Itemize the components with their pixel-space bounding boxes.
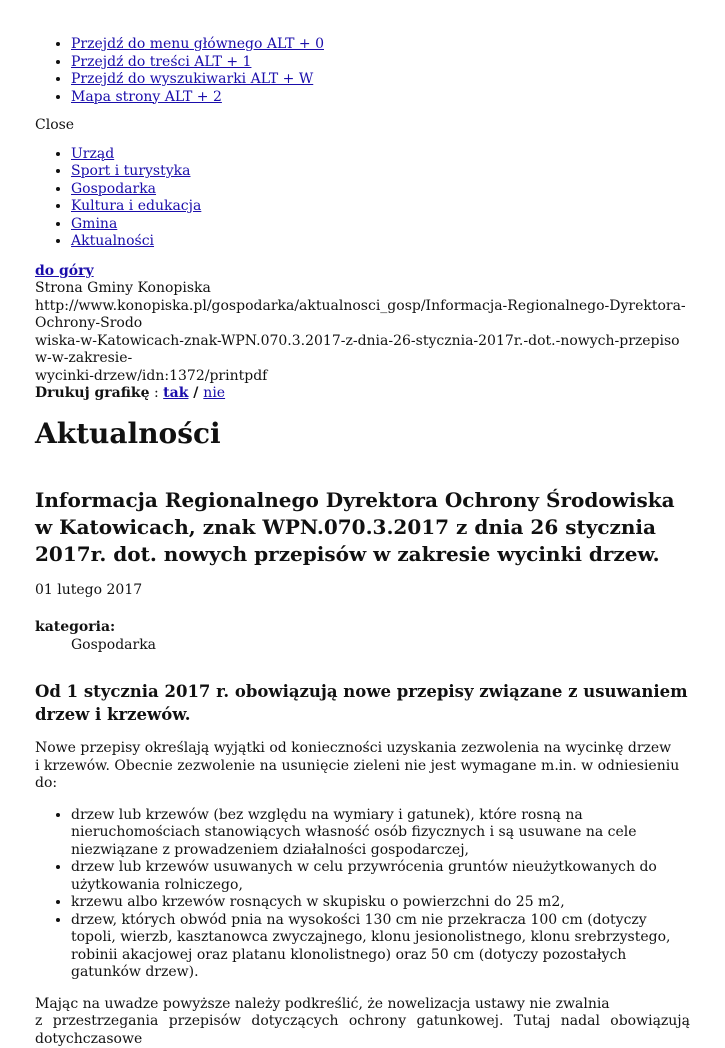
menu-item (71, 198, 690, 216)
menu-link-sport[interactable]: Sport i turystyka (71, 163, 190, 179)
back-to-top (35, 263, 690, 281)
menu-link-kultura[interactable]: Kultura i edukacja (71, 198, 201, 214)
main-menu (35, 146, 690, 251)
menu-link-gospodarka[interactable]: Gospodarka (71, 181, 156, 197)
text-line: z przestrzegania przepisów dotyczących ochrony gatunkowej. Tutaj nadal obowiązują dotychczasowe (35, 1013, 690, 1048)
paragraph-intro (35, 740, 690, 793)
print-options (35, 385, 690, 403)
exemption-list (35, 807, 690, 982)
skip-to-search-link[interactable]: Przejdź do wyszukiwarki ALT + W (71, 71, 313, 87)
skip-to-menu-link[interactable]: Przejdź do menu głównego ALT + 0 (71, 36, 324, 52)
list-item (71, 89, 690, 107)
article-lead: Od 1 stycznia 2017 r. obowiązują nowe przepisy związane z usuwaniem drzew i krzewów. (35, 680, 690, 726)
document (35, 0, 690, 1048)
list-item (71, 71, 690, 89)
text-line: Nowe przepisy określają wyjątki od konieczności uzyskania zezwolenia na wycinkę drzew (35, 740, 671, 756)
print-separator: : (150, 385, 164, 401)
paragraph-conclusion (35, 996, 690, 1048)
print-no-link[interactable]: nie (203, 385, 225, 401)
skip-to-content-link[interactable]: Przejdź do treści ALT + 1 (71, 54, 251, 70)
url-line: wycinki-drzew/idn:1372/printpdf (35, 368, 690, 386)
print-label: Drukuj grafikę (35, 385, 150, 401)
list-item (71, 36, 690, 54)
list-item: • drzew lub krzewów (bez względu na wymiary i gatunek), które rosną na nieruchomościach stanowiących własność osób fizycznych i są usuwane na cele niezwiązane z prowadzeniem działalności gospodarczej, (71, 807, 690, 860)
print-slash: / (188, 385, 203, 401)
text-line: i krzewów. Obecnie zezwolenie na usunięcie zieleni nie jest wymagane m.in. w odniesieniu do: (35, 758, 679, 792)
menu-link-aktualnosci[interactable]: Aktualności (71, 233, 154, 249)
article-date: 01 lutego 2017 (35, 582, 690, 600)
page-title: Aktualności (35, 417, 690, 451)
list-item: • krzewu albo krzewów rosnących w skupisku o powierzchni do 25 m2, (71, 894, 690, 912)
menu-item (71, 146, 690, 164)
article-title: Informacja Regionalnego Dyrektora Ochrony Środowiska w Katowicach, znak WPN.070.3.2017 z dnia 26 stycznia 2017r. dot. nowych przepisów w zakresie wycinki drzew. (35, 487, 690, 568)
menu-link-urzad[interactable]: Urząd (71, 146, 114, 162)
page-url (35, 298, 690, 386)
list-item: • drzew, których obwód pnia na wysokości 130 cm nie przekracza 100 cm (dotyczy topoli, wierzb, kasztanowca zwyczajnego, klonu jesionolistnego, klonu srebrzystego, robinii akacjowej oraz platanu klonolistnego) oraz 50 cm (dotyczy pozostałych gatunków drzew). (71, 912, 690, 982)
menu-link-gmina[interactable]: Gmina (71, 216, 117, 232)
menu-item (71, 216, 690, 234)
site-name: Strona Gminy Konopiska (35, 280, 690, 298)
menu-item (71, 163, 690, 181)
sitemap-link[interactable]: Mapa strony ALT + 2 (71, 89, 222, 105)
category (35, 619, 690, 654)
text-line: Mając na uwadze powyższe należy podkreślić, że nowelizacja ustawy nie zwalnia (35, 996, 610, 1012)
back-to-top-link[interactable]: do góry (35, 263, 94, 279)
menu-item (71, 233, 690, 251)
print-yes-link[interactable]: tak (163, 385, 188, 401)
list-item (71, 54, 690, 72)
category-value: Gospodarka (71, 637, 690, 655)
skip-links (35, 36, 690, 106)
close-label[interactable]: Close (35, 117, 690, 135)
menu-item (71, 181, 690, 199)
category-label: kategoria: (35, 619, 690, 637)
url-line: http://www.konopiska.pl/gospodarka/aktualnosci_gosp/Informacja-Regionalnego-Dyrektora-Ochrony-Srodo (35, 298, 690, 333)
url-line: wiska-w-Katowicach-znak-WPN.070.3.2017-z-dnia-26-stycznia-2017r.-dot.-nowych-przepisow-w-zakresie- (35, 333, 690, 368)
list-item: • drzew lub krzewów usuwanych w celu przywrócenia gruntów nieużytkowanych do użytkowania rolniczego, (71, 859, 690, 894)
